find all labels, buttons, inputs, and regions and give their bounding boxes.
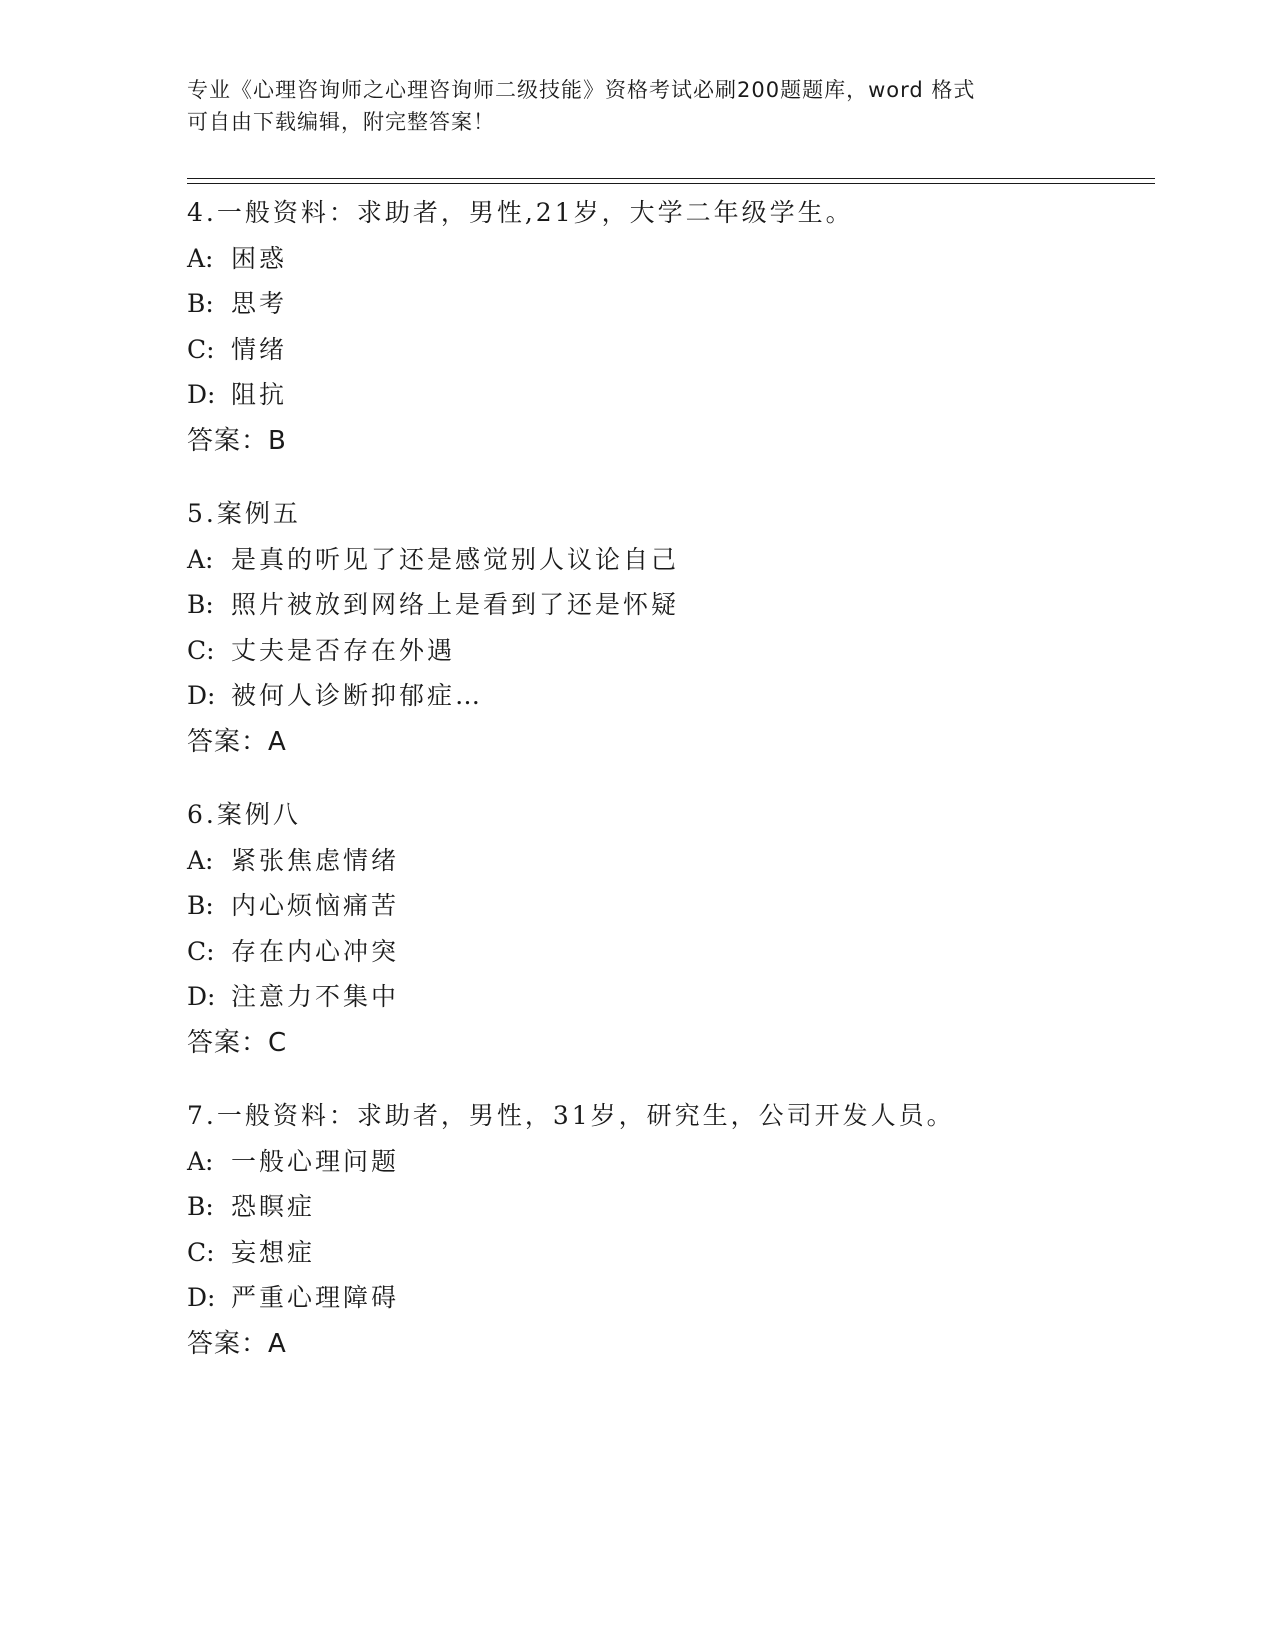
header-title-line-2: 可自由下载编辑，附完整答案！ [187,110,495,134]
answer-line [187,719,1155,765]
option-c [187,327,1155,373]
header-title-line-1: 专业《心理咨询师之心理咨询师二级技能》资格考试必刷200题题库，word 格式 [187,78,976,102]
option-d [187,372,1155,418]
question-stem: 7.一般资料：求助者，男性，31岁，研究生，公司开发人员。 [187,1100,955,1130]
option-letter: C: [187,635,215,665]
option-text: 紧张焦虑情绪 [231,845,400,875]
option-text: 存在内心冲突 [231,936,400,966]
answer-line [187,1321,1155,1367]
option-d [187,1275,1155,1321]
option-letter: A: [187,243,214,273]
option-b [187,1184,1155,1230]
option-letter: A: [187,845,214,875]
option-text: 被何人诊断抑郁症… [231,681,484,711]
option-letter: C: [187,936,215,966]
option-letter: A: [187,1146,214,1176]
option-b [187,582,1155,628]
option-letter: C: [187,334,215,364]
option-c [187,929,1155,975]
option-letter: D: [187,681,216,711]
option-letter: B: [187,289,214,319]
option-text: 照片被放到网络上是看到了还是怀疑 [231,590,680,620]
question-item [187,1093,1155,1367]
answer-label: 答案： [187,1027,269,1058]
option-text: 情绪 [231,334,288,364]
option-text: 阻抗 [231,380,288,410]
option-text: 内心烦恼痛苦 [231,891,400,921]
option-c [187,628,1155,674]
option-letter: B: [187,891,214,921]
question-stem: 4.一般资料：求助者，男性,21岁，大学二年级学生。 [187,198,854,227]
answer-value: C [268,1027,287,1058]
option-b [187,281,1155,327]
option-text: 注意力不集中 [231,982,400,1012]
header-divider-top [187,178,1155,179]
option-text: 一般心理问题 [231,1146,400,1176]
option-d [187,974,1155,1020]
option-letter: B: [187,590,214,620]
option-d [187,673,1155,719]
question-item [187,491,1155,765]
option-b [187,883,1155,929]
question-item [187,190,1155,464]
answer-label: 答案： [187,425,269,456]
option-letter: C: [187,1237,215,1267]
option-text: 思考 [231,289,288,319]
answer-label: 答案： [187,1328,269,1359]
option-text: 丈夫是否存在外遇 [231,635,456,665]
option-text: 恐瞑症 [231,1192,316,1222]
answer-value: A [268,726,286,757]
document-header [187,74,1067,138]
question-stem: 6.案例八 [187,799,301,829]
option-c [187,1230,1155,1276]
option-letter: A: [187,544,214,574]
option-text: 妄想症 [231,1237,316,1267]
answer-line [187,418,1155,464]
question-item [187,792,1155,1066]
option-a [187,838,1155,884]
option-text: 严重心理障碍 [231,1283,400,1313]
answer-label: 答案： [187,726,269,757]
answer-line [187,1020,1155,1066]
question-stem: 5.案例五 [187,498,301,528]
option-letter: D: [187,982,216,1012]
header-divider-bottom [187,183,1155,184]
option-letter: D: [187,380,216,410]
question-list [187,190,1155,1394]
option-letter: D: [187,1283,216,1313]
option-letter: B: [187,1192,214,1222]
option-a [187,1139,1155,1185]
option-a [187,537,1155,583]
option-text: 困惑 [231,243,288,273]
answer-value: B [268,425,286,456]
option-text: 是真的听见了还是感觉别人议论自己 [231,544,680,574]
option-a [187,236,1155,282]
answer-value: A [268,1328,286,1359]
